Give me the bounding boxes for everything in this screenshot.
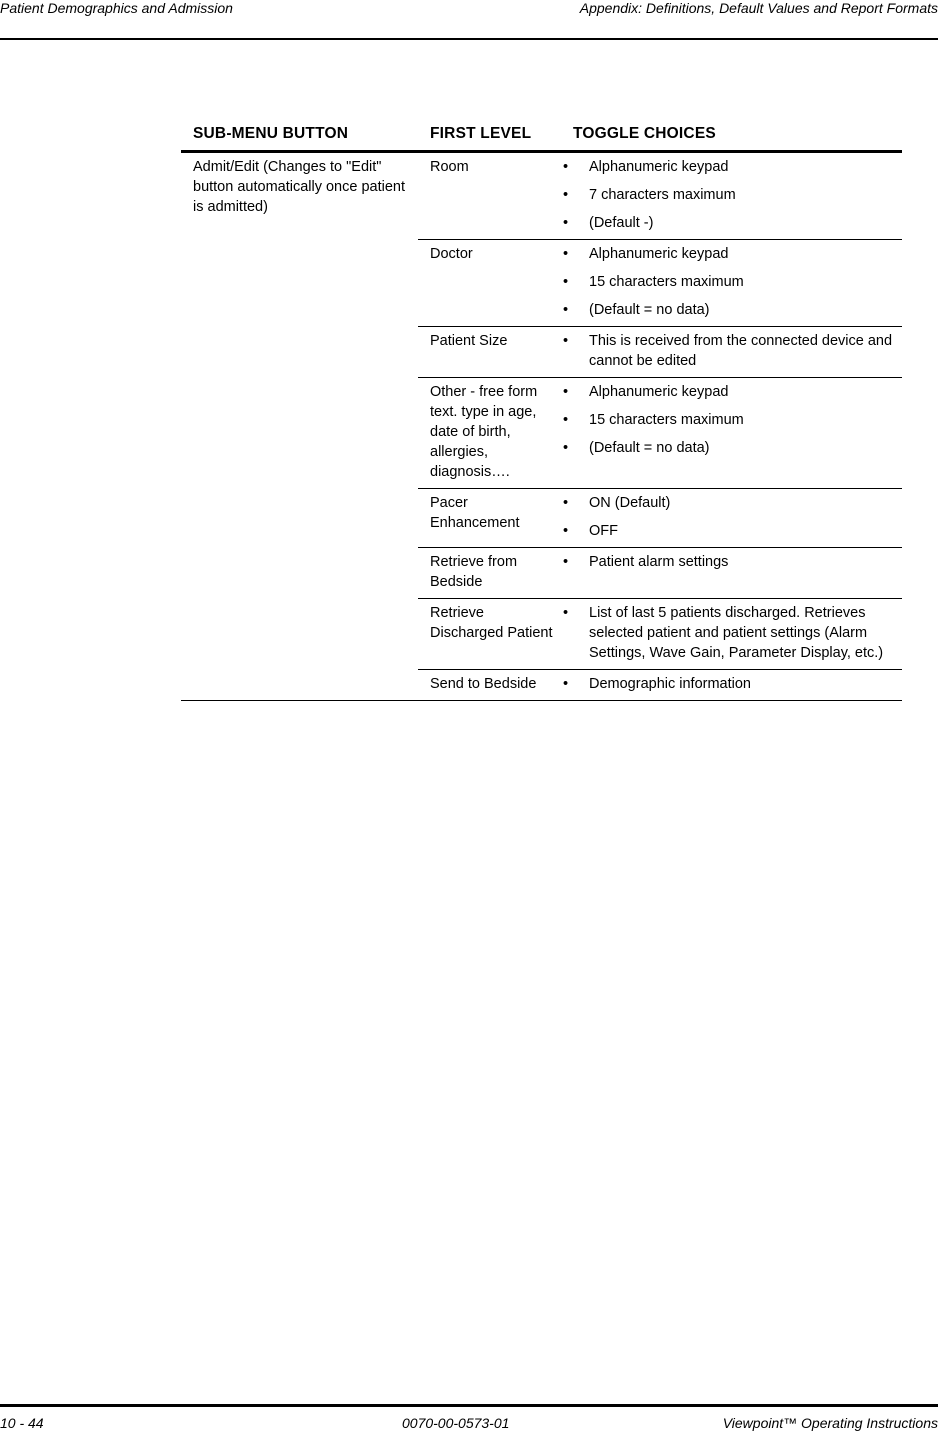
toggle-choices-list	[561, 493, 902, 541]
header-rule	[0, 38, 938, 40]
toggle-choice: • (Default = no data)	[561, 300, 902, 320]
document-title: Viewpoint™ Operating Instructions	[722, 1415, 938, 1431]
toggle-choices-list	[561, 382, 902, 482]
first-level-cell: Other - free form text. type in age, date of birth, allergies, diagnosis….	[430, 384, 538, 480]
settings-table	[181, 124, 902, 701]
first-level-cell: Send to Bedside	[430, 676, 537, 692]
toggle-choices-list	[561, 603, 902, 663]
toggle-choice: • 7 characters maximum	[561, 185, 902, 205]
toggle-choice: • Alphanumeric keypad	[561, 244, 902, 264]
toggle-choice: • Patient alarm settings	[561, 552, 902, 572]
page-footer	[0, 1404, 938, 1435]
toggle-choice: • Demographic information	[561, 674, 902, 694]
toggle-choices-list	[561, 157, 902, 233]
first-level-cell: Retrieve Discharged Patient	[430, 605, 553, 641]
col-header-toggle-choices: TOGGLE CHOICES	[573, 125, 716, 142]
footer-rule	[0, 1404, 938, 1407]
header-chapter-title: Appendix: Definitions, Default Values and Report Formats	[579, 0, 938, 16]
first-level-cell: Patient Size	[430, 333, 508, 349]
page-number: 10 - 44	[0, 1415, 44, 1431]
table-row	[418, 240, 902, 327]
table-row	[418, 670, 902, 700]
first-level-cell: Room	[430, 159, 469, 175]
submenu-cell: Admit/Edit (Changes to "Edit" button automatically once patient is admitted)	[193, 159, 405, 215]
table-row	[418, 327, 902, 378]
header-section-title: Patient Demographics and Admission	[0, 0, 233, 16]
page-header	[0, 0, 938, 40]
toggle-choice: • (Default -)	[561, 213, 902, 233]
col-header-first-level: FIRST LEVEL	[430, 125, 532, 142]
document-number: 0070-00-0573-01	[402, 1415, 510, 1431]
toggle-choices-list	[561, 244, 902, 320]
toggle-choice: • OFF	[561, 521, 902, 541]
first-level-cell: Retrieve from Bedside	[430, 554, 518, 590]
table-header	[181, 124, 902, 153]
toggle-choice: • (Default = no data)	[561, 438, 902, 458]
toggle-choices-list	[561, 552, 902, 592]
table-body	[181, 153, 902, 701]
toggle-choices-list	[561, 331, 902, 371]
toggle-choice: • 15 characters maximum	[561, 410, 902, 430]
table-row	[418, 599, 902, 670]
toggle-choice: • 15 characters maximum	[561, 272, 902, 292]
toggle-choice: • List of last 5 patients discharged. Retrieves selected patient and patient settings (Alarm Settings, Wave Gain, Parameter Display, etc.)	[561, 603, 902, 663]
toggle-choice: • ON (Default)	[561, 493, 902, 513]
toggle-choice: • Alphanumeric keypad	[561, 382, 902, 402]
table-row	[418, 548, 902, 599]
table-row	[418, 153, 902, 240]
first-level-cell: Doctor	[430, 246, 473, 262]
first-level-cell: Pacer Enhancement	[430, 495, 520, 531]
toggle-choice: • Alphanumeric keypad	[561, 157, 902, 177]
toggle-choices-list	[561, 674, 902, 694]
toggle-choice: • This is received from the connected device and cannot be edited	[561, 331, 902, 371]
table-row	[418, 489, 902, 548]
table-row	[418, 378, 902, 489]
first-level-rows	[418, 153, 902, 700]
col-header-submenu: SUB-MENU BUTTON	[193, 125, 349, 142]
